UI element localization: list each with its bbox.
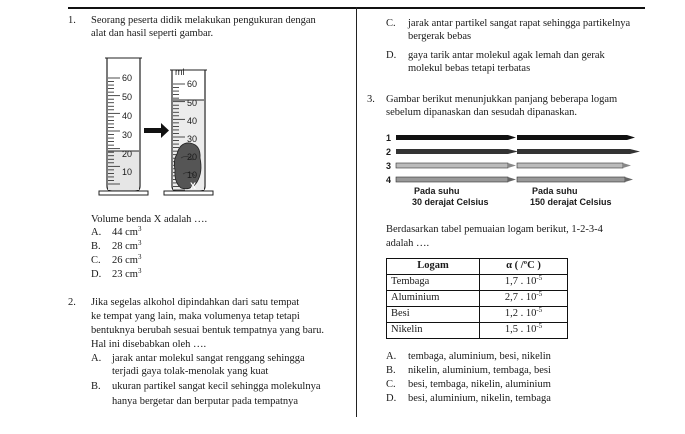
left-tick-40: 40 [122, 111, 133, 121]
option-a-value[interactable]: 44 $cm^3$ [112, 225, 142, 238]
left-tick-60: 60 [122, 73, 133, 83]
table-row [387, 323, 568, 339]
q3-option-c[interactable]: besi, tembaga, nikelin, aluminium [408, 379, 551, 390]
bar-3-before [396, 163, 516, 168]
q2-option-a-line1[interactable]: jarak antar molekul sangat renggang sehingga [112, 353, 305, 364]
option-letter: A. [91, 353, 102, 364]
question-3-text-line2: sebelum dipanaskan dan sesudah dipanaskan. [386, 107, 577, 118]
question-3-text2-line2: adalah …. [386, 238, 430, 249]
caption-left-line1: Pada suhu [414, 186, 460, 196]
q3-option-d[interactable]: besi, aluminium, nikelin, tembaga [408, 393, 551, 404]
right-tick-10: 10 [187, 170, 198, 180]
table-row [387, 307, 568, 323]
cell-logam: Tembaga [387, 275, 480, 291]
cell-alpha: 1,5 . $10^{-5}$ [480, 323, 568, 339]
bar-1-before [396, 135, 516, 140]
bar-2-after [517, 149, 640, 154]
object-x [174, 143, 201, 189]
question-3-text-line1: Gambar berikut menunjukkan panjang beberapa logam [386, 94, 618, 105]
bar-1-after [517, 135, 635, 140]
bar-4-before [396, 177, 516, 182]
option-letter: C. [386, 379, 396, 390]
q3-option-a[interactable]: tembaga, aluminium, besi, nikelin [408, 351, 551, 362]
option-letter: B. [91, 241, 101, 252]
option-letter: C. [91, 255, 101, 266]
q2-option-d-line1[interactable]: gaya tarik antar molekul agak lemah dan gerak [408, 50, 605, 61]
option-letter: C. [386, 18, 396, 29]
bar-label-2: 2 [386, 147, 392, 157]
question-1-prompt: Volume benda X adalah …. [91, 214, 208, 225]
transfer-arrow [144, 123, 169, 138]
bar-2-before [396, 149, 518, 154]
q2-option-a-line2[interactable]: terjadi gaya tolak-menolak yang kuat [112, 366, 269, 377]
option-c-value[interactable]: 26 $cm^3$ [112, 253, 142, 266]
cell-alpha: 1,7 . $10^{-5}$ [480, 275, 568, 291]
q2-option-b-line1[interactable]: ukuran partikel sangat kecil sehingga molekulnya [112, 381, 321, 392]
table-header-row [387, 259, 568, 275]
expansion-table [386, 258, 568, 339]
option-letter: A. [91, 227, 102, 238]
q2-option-b-line2[interactable]: hanya bergetar dan berputar pada tempatnya [112, 396, 299, 407]
caption-left-line2: 30 derajat Celsius [412, 197, 489, 207]
q2-option-c-line2[interactable]: bergerak bebas [408, 31, 472, 42]
bar-4-after [517, 177, 633, 182]
question-3-text2-line1: Berdasarkan tabel pemuaian logam berikut, 1-2-3-4 [386, 224, 603, 235]
measuring-cylinders-figure [95, 50, 225, 200]
option-letter: D. [91, 269, 102, 280]
left-tick-50: 50 [122, 92, 133, 102]
option-letter: B. [386, 365, 396, 376]
right-tick-50: 50 [187, 98, 198, 108]
bar-label-3: 3 [386, 161, 392, 171]
question-2-text-line1: Jika segelas alkohol dipindahkan dari satu tempat [91, 297, 300, 308]
right-tick-60: 60 [187, 79, 198, 89]
right-unit-label: ml [175, 67, 185, 77]
cell-logam: Aluminium [387, 291, 480, 307]
caption-right-line1: Pada suhu [532, 186, 578, 196]
right-tick-40: 40 [187, 116, 198, 126]
question-2-text-line2: ke tempat yang lain, maka volumenya tetap tetapi [91, 311, 300, 322]
q2-option-c-line1[interactable]: jarak antar partikel sangat rapat sehingga partikelnya [408, 18, 631, 29]
cell-alpha: 1,2 . $10^{-5}$ [480, 307, 568, 323]
question-1-text-line2: alat dan hasil seperti gambar. [91, 28, 214, 39]
left-tick-30: 30 [122, 130, 133, 140]
table-row [387, 291, 568, 307]
q2-option-d-line2[interactable]: molekul bebas tetapi terbatas [408, 63, 531, 74]
question-2-text-line3: bentuknya berubah sesuai bentuk tempatnya yang baru. [91, 325, 324, 336]
cell-logam: Nikelin [387, 323, 480, 339]
bar-3-after [517, 163, 631, 168]
question-1-text-line1: Seorang peserta didik melakukan pengukuran dengan [91, 15, 316, 26]
header-alpha: α ( /ºC ) [480, 259, 568, 275]
header-logam: Logam [387, 259, 480, 275]
left-tick-10: 10 [122, 167, 133, 177]
q3-option-b[interactable]: nikelin, aluminium, tembaga, besi [408, 365, 551, 376]
metal-bars-figure [384, 132, 646, 186]
table-row [387, 275, 568, 291]
option-letter: A. [386, 351, 397, 362]
column-divider [356, 7, 357, 417]
object-x-label: X [190, 181, 197, 191]
left-tick-20: 20 [122, 149, 133, 159]
option-letter: D. [386, 393, 397, 404]
bar-label-4: 4 [386, 175, 392, 185]
option-letter: B. [91, 381, 101, 392]
question-1-number: 1. [68, 15, 76, 26]
right-tick-30: 30 [187, 134, 198, 144]
question-3-number: 3. [367, 94, 375, 105]
right-tick-20: 20 [187, 152, 198, 162]
cell-logam: Besi [387, 307, 480, 323]
question-2-number: 2. [68, 297, 76, 308]
option-d-value[interactable]: 23 $cm^3$ [112, 267, 142, 280]
question-2-text-line4: Hal ini disebabkan oleh …. [91, 339, 207, 350]
caption-right-line2: 150 derajat Celsius [530, 197, 612, 207]
option-b-value[interactable]: 28 $cm^3$ [112, 239, 142, 252]
cell-alpha: 2,7 . $10^{-5}$ [480, 291, 568, 307]
option-letter: D. [386, 50, 397, 61]
bar-label-1: 1 [386, 133, 392, 143]
